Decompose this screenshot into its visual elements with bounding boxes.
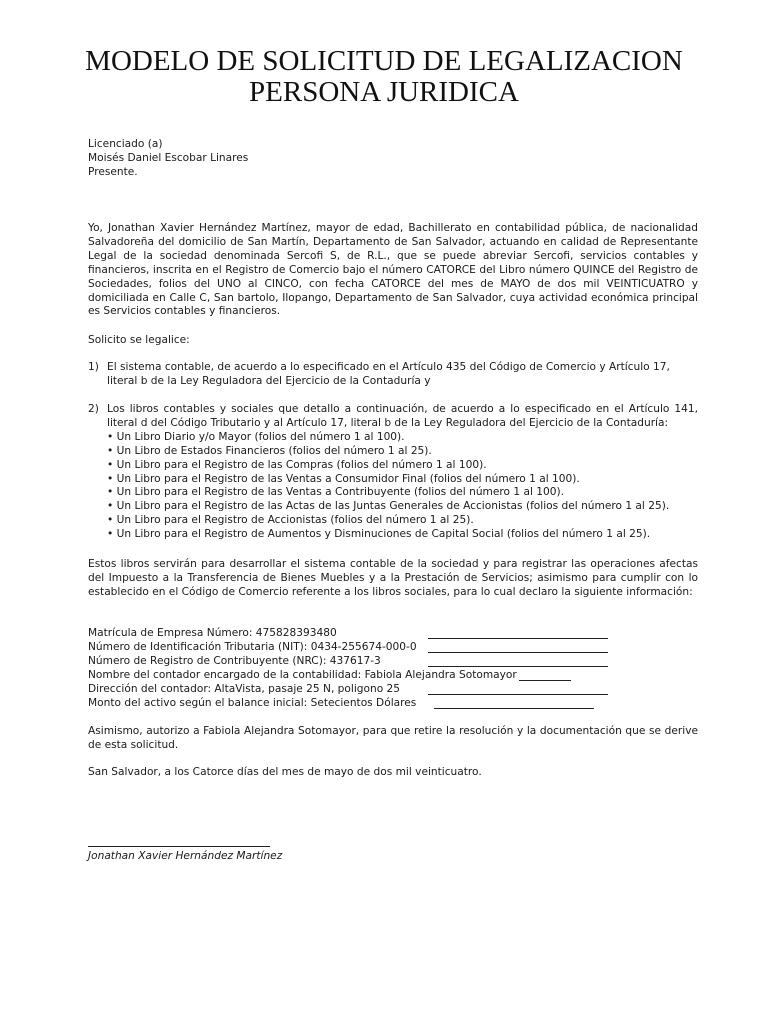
field-nrc — [88, 655, 698, 669]
nrc-signature-line — [428, 655, 608, 667]
title-line-2: PERSONA JURIDICA — [249, 76, 519, 108]
title-line-1: MODELO DE SOLICITUD DE LEGALIZACION — [85, 45, 683, 77]
solicito-line: Solicito se legalice: — [88, 334, 190, 346]
list-number-2: 2) — [88, 403, 99, 415]
book-list-item: • Un Libro para el Registro de las Ventas a Consumidor Final (folios del número 1 al 100). — [107, 472, 580, 485]
direccion-signature-line — [428, 683, 608, 695]
purpose-paragraph: Estos libros servirán para desarrollar el sistema contable de la sociedad y para registrar las operaciones afectas del Impuesto a la Transferencia de Bienes Muebles y a la Prestación de Servicios; asimismo para cumplir con lo establecido en el Código de Comercio referente a los libros sociales, para lo cual declaro la siguiente información: — [88, 558, 698, 598]
book-list-item: • Un Libro para el Registro de las Actas de las Juntas Generales de Accionistas (folios del número 1 al 25). — [107, 500, 670, 513]
book-list-item: • Un Libro para el Registro de Accionistas (folios del número 1 al 25). — [107, 514, 474, 527]
list-item-1 — [88, 361, 698, 389]
document-title — [0, 46, 768, 108]
field-matricula — [88, 627, 698, 641]
book-list-item: • Un Libro para el Registro de las Ventas a Contribuyente (folios del número 1 al 100). — [107, 486, 564, 499]
direccion-text: Dirección del contador: AltaVista, pasaje 25 N, poligono 25 — [88, 682, 401, 695]
field-nit — [88, 641, 698, 655]
list-item-2-text: Los libros contables y sociales que detallo a continuación, de acuerdo a lo especificado en el Artículo 141, literal d del Código Tributario y al Artículo 17, literal b de la Ley Reguladora del Ejercicio de la Contaduría: — [107, 403, 698, 429]
field-monto — [88, 697, 698, 711]
matricula-signature-line — [428, 627, 608, 639]
addressee-block — [88, 138, 698, 180]
addressee-title: Licenciado (a) — [88, 138, 163, 150]
nrc-text: Número de Registro de Contribuyente (NRC): 437617-3 — [88, 654, 381, 667]
list-item-2 — [88, 403, 698, 542]
contador-text: Nombre del contador encargado de la contabilidad: Fabiola Alejandra Sotomayor — [88, 668, 517, 681]
book-list-item: • Un Libro Diario y/o Mayor (folios del número 1 al 100). — [107, 430, 405, 443]
intro-paragraph: Yo, Jonathan Xavier Hernández Martínez, mayor de edad, Bachillerato en contabilidad pública, de nacionalidad Salvadoreña del domicilio de San Martín, Departamento de San Salvador, actuando en calidad de Representante Legal de la sociedad denominada Sercofi S, de R.L., que se puede abreviar Sercofi, servicios contables y financieros, inscrita en el Registro de Comercio bajo el número CATORCE del Libro número QUINCE del Registro de Sociedades, folios del UNO al CINCO, con fecha CATORCE del mes de MAYO de dos mil VEINTICUATRO y domiciliada en Calle C, San bartolo, Ilopango, Departamento de San Salvador, cuya actividad económica principal es Servicios contables y financieros. — [88, 222, 698, 318]
book-list-item: • Un Libro para el Registro de las Compras (folios del número 1 al 100). — [107, 458, 487, 471]
list-item-1-text: El sistema contable, de acuerdo a lo especificado en el Artículo 435 del Código de Comercio y Artículo 17, literal b de la Ley Reguladora del Ejercicio de la Contaduría y — [107, 361, 670, 387]
declared-info-block — [88, 627, 698, 710]
contador-signature-line — [519, 669, 571, 681]
list-number-1: 1) — [88, 361, 99, 373]
place-date-line: San Salvador, a los Catorce días del mes de mayo de dos mil veinticuatro. — [88, 766, 482, 778]
addressee-name: Moisés Daniel Escobar Linares — [88, 151, 249, 164]
nit-text: Número de Identificación Tributaria (NIT): 0434-255674-000-0 — [88, 640, 417, 653]
matricula-text: Matrícula de Empresa Número: 475828393480 — [88, 627, 337, 639]
book-list-item: • Un Libro de Estados Financieros (folios del número 1 al 25). — [107, 444, 432, 457]
signature-name: Jonathan Xavier Hernández Martínez — [88, 850, 283, 862]
nit-signature-line — [428, 641, 608, 653]
addressee-presente: Presente. — [88, 165, 138, 178]
authorization-paragraph: Asimismo, autorizo a Fabiola Alejandra Sotomayor, para que retire la resolución y la documentación que se derive de esta solicitud. — [88, 725, 698, 751]
book-list-item: • Un Libro para el Registro de Aumentos y Disminuciones de Capital Social (folios del número 1 al 25). — [107, 528, 651, 541]
field-direccion — [88, 683, 698, 697]
monto-signature-line — [434, 697, 594, 709]
monto-text: Monto del activo según el balance inicial: Setecientos Dólares — [88, 696, 417, 709]
signature-line — [88, 846, 270, 847]
field-contador — [88, 669, 698, 683]
